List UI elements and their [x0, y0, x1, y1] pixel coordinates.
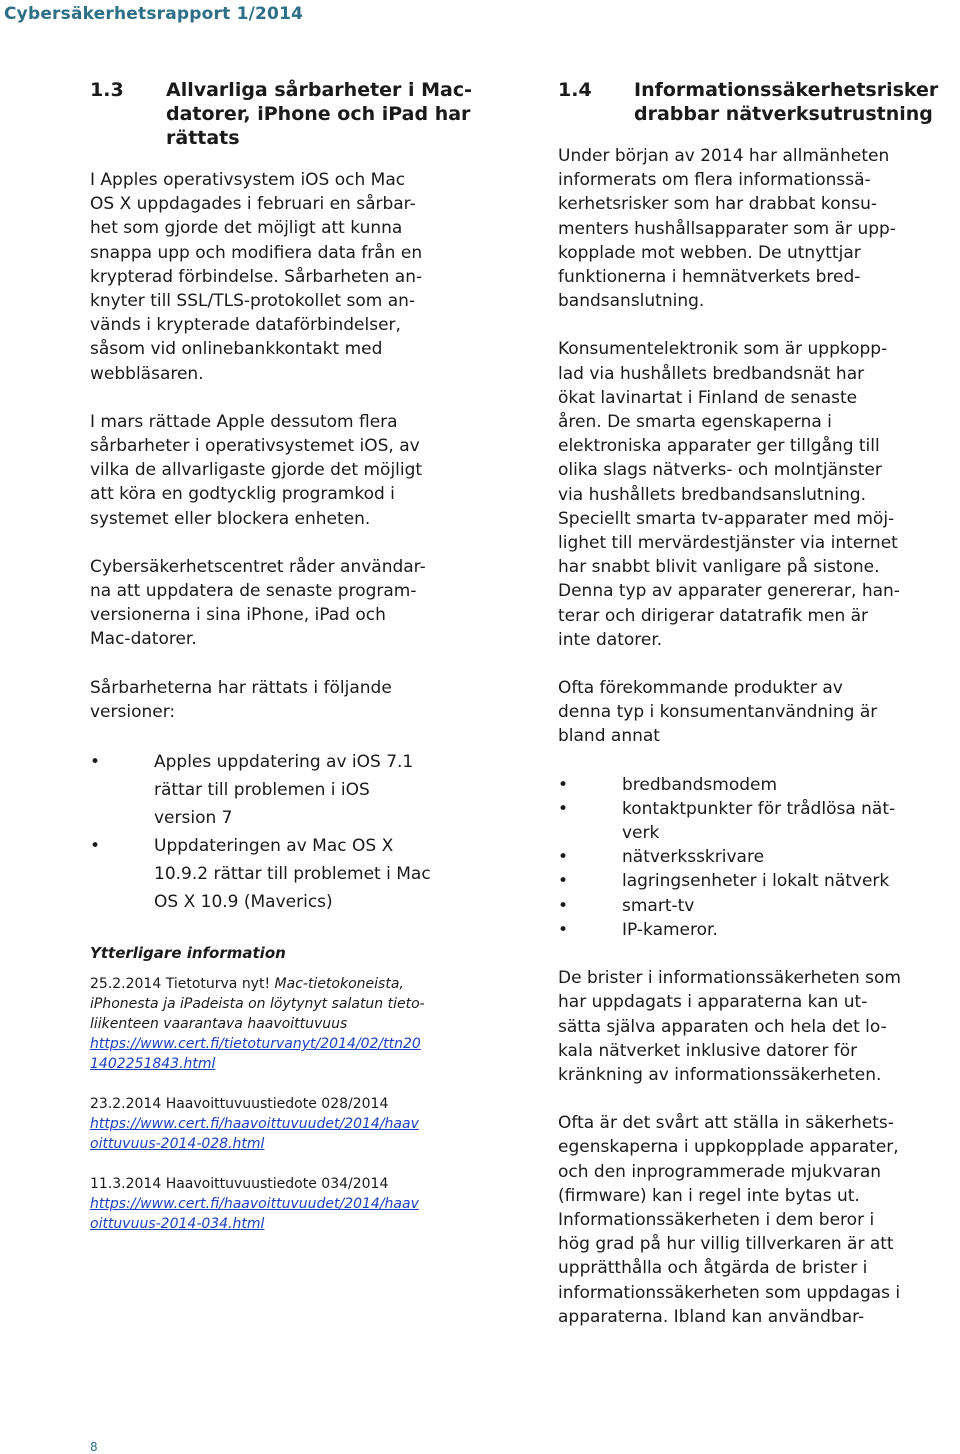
reference-link[interactable]: https://www.cert.fi/tietoturvanyt/2014/02/ttn20 1402251843.html [90, 1036, 421, 1073]
reference-date: 23.2.2014 Haavoittuvuustiedote 028/2014 [90, 1096, 389, 1113]
info-heading: Ytterligare information [90, 944, 286, 963]
list-item: • IP-kameror. [558, 918, 960, 942]
paragraph: Cybersäkerhetscentret råder användar- na att uppdatera de senaste program- versionerna i sina iPhone, iPad och Mac-datorer. [90, 556, 426, 650]
page-header [0, 0, 960, 34]
version-list [90, 748, 500, 916]
report-title: Cybersäkerhetsrapport 1/2014 [4, 4, 304, 24]
list-item: • Uppdateringen av Mac OS X 10.9.2 rättar till problemet i Mac OS X 10.9 (Maverics) [90, 832, 500, 916]
reference-link[interactable]: https://www.cert.fi/haavoittuvuudet/2014/haav oittuvuus-2014-034.html [90, 1196, 419, 1233]
section-title: Allvarliga sårbarheter i Mac- datorer, iPhone och iPad har rättats [166, 79, 473, 149]
list-item: • bredbandsmodem [558, 773, 960, 797]
paragraph: I mars rättade Apple dessutom flera sårbarheter i operativsystemet iOS, av vilka de allvarligaste gjorde det möjligt att köra en godtycklig programkod i systemet eller blockera enheten. [90, 411, 423, 529]
left-column [90, 78, 500, 1254]
paragraph: I Apples operativsystem iOS och Mac OS X uppdagades i februari en sårbar- het som gjorde det möjligt att kunna snappa upp och modifiera data från en krypterad förbindelse. Sårbarheten an- knyter till SSL/TLS-protokollet som an- vänds i krypterade dataförbindelser, såsom vid onlinebankkontakt med webbläsaren. [90, 170, 423, 384]
paragraph: Ofta förekommande produkter av denna typ i konsumentanvändning är bland annat [558, 678, 878, 747]
list-item: • lagringsenheter i lokalt nätverk [558, 869, 960, 893]
paragraph: De brister i informationssäkerheten som har uppdagats i apparaterna kan ut- sätta själva apparaten och hela det lo- kala nätverket inklusive datorer för kränkning av informationssäkerheten. [558, 968, 901, 1085]
paragraph: Sårbarheterna har rättats i följande versioner: [90, 677, 392, 722]
section-heading-1-4 [558, 78, 960, 126]
section-number: 1.3 [90, 79, 124, 101]
reference-item [90, 974, 500, 1074]
product-list [558, 773, 960, 942]
reference-item [90, 1094, 500, 1154]
section-title: Informationssäkerhetsrisker drabbar nätverksutrustning [634, 79, 939, 125]
reference-title: Mac-tietokoneista, iPhonesta ja iPadeista on löytynyt salatun tieto- liikenteen vaarantava haavoittuvuus [90, 976, 425, 1033]
right-column [558, 78, 960, 1353]
section-heading-1-3 [90, 78, 500, 150]
paragraph: Ofta är det svårt att ställa in säkerhets- egenskaperna i uppkopplade apparater, och den inprogrammerade mjukvaran (firmware) kan i regel inte bytas ut. Informationssäkerheten i dem beror i hög grad på hur villig tillverkaren är att upprätthålla och åtgärda de brister i informationssäkerheten som uppdagas i apparaterna. Ibland kan användbar- [558, 1113, 901, 1327]
list-item: • smart-tv [558, 894, 960, 918]
section-number: 1.4 [558, 79, 592, 101]
page-number: 8 [90, 1440, 98, 1454]
list-item: • Apples uppdatering av iOS 7.1 rättar till problemen i iOS version 7 [90, 748, 500, 832]
reference-item [90, 1174, 500, 1234]
list-item: • nätverksskrivare [558, 845, 960, 869]
reference-date: 25.2.2014 Tietoturva nyt! [90, 976, 275, 993]
list-item: • kontaktpunkter för trådlösa nät- verk [558, 797, 960, 845]
reference-date: 11.3.2014 Haavoittuvuustiedote 034/2014 [90, 1176, 389, 1193]
paragraph: Under början av 2014 har allmänheten informerats om flera informationssä- kerhetsrisker som har drabbat konsu- menters hushållsapparater som är upp- kopplade mot webben. De utnyttjar funktionerna i hemnätverkets bred- bandsanslutning. [558, 146, 896, 312]
reference-link[interactable]: https://www.cert.fi/haavoittuvuudet/2014/haav oittuvuus-2014-028.html [90, 1116, 419, 1153]
paragraph: Konsumentelektronik som är uppkopp- lad via hushållets bredbandsnät har ökat lavinartat i Finland de senaste åren. De smarta egenskaperna i elektroniska apparater ger tillgång till olika slags nätverks- och molntjänster via hushållets bredbandsanslutning. Speciellt smarta tv-apparater med möj- lighet till mervärdestjänster via internet har snabbt blivit vanligare på sistone. Denna typ av apparater genererar, han- terar och dirigerar datatrafik men är inte datorer. [558, 339, 900, 650]
